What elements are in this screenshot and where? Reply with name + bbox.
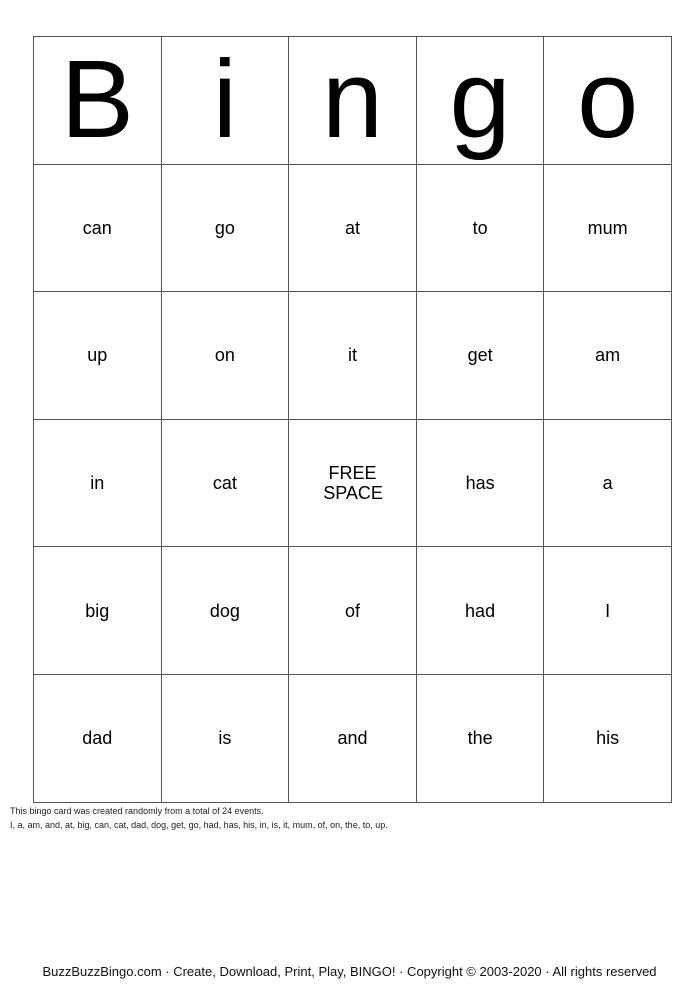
card-row [34,419,672,547]
word-list: I, a, am, and, at, big, can, cat, dad, dog, get, go, had, has, his, in, is, it, mum, of, on, the, to, up. [10,820,388,830]
card-cell: his [544,674,672,802]
card-row [34,164,672,292]
card-cell: to [416,164,544,292]
card-cell: cat [161,419,289,547]
card-cell: mum [544,164,672,292]
header-cell: i [161,37,289,165]
card-cell: get [416,292,544,420]
card-cell: has [416,419,544,547]
header-row [34,37,672,165]
card-cell: the [416,674,544,802]
card-row [34,547,672,675]
card-cell: dog [161,547,289,675]
card-row [34,674,672,802]
footer: BuzzBuzzBingo.com · Create, Download, Print, Play, BINGO! · Copyright © 2003-2020 · All rights reserved [42,964,657,979]
header-cell: n [289,37,417,165]
card-cell: on [161,292,289,420]
card-cell: in [34,419,162,547]
header-cell: o [544,37,672,165]
card-cell: am [544,292,672,420]
card-cell: is [161,674,289,802]
card-cell: at [289,164,417,292]
card-cell: it [289,292,417,420]
header-cell: B [34,37,162,165]
card-cell: can [34,164,162,292]
header-cell: g [416,37,544,165]
card-cell: big [34,547,162,675]
bingo-card [33,36,672,803]
card-cell: up [34,292,162,420]
card-cell: of [289,547,417,675]
card-row [34,292,672,420]
card-cell: had [416,547,544,675]
card-cell: dad [34,674,162,802]
card-cell: and [289,674,417,802]
card-cell: go [161,164,289,292]
card-cell: I [544,547,672,675]
creation-note: This bingo card was created randomly from a total of 24 events. [10,806,264,816]
free-space-cell: FREE SPACE [289,419,417,547]
card-cell: a [544,419,672,547]
